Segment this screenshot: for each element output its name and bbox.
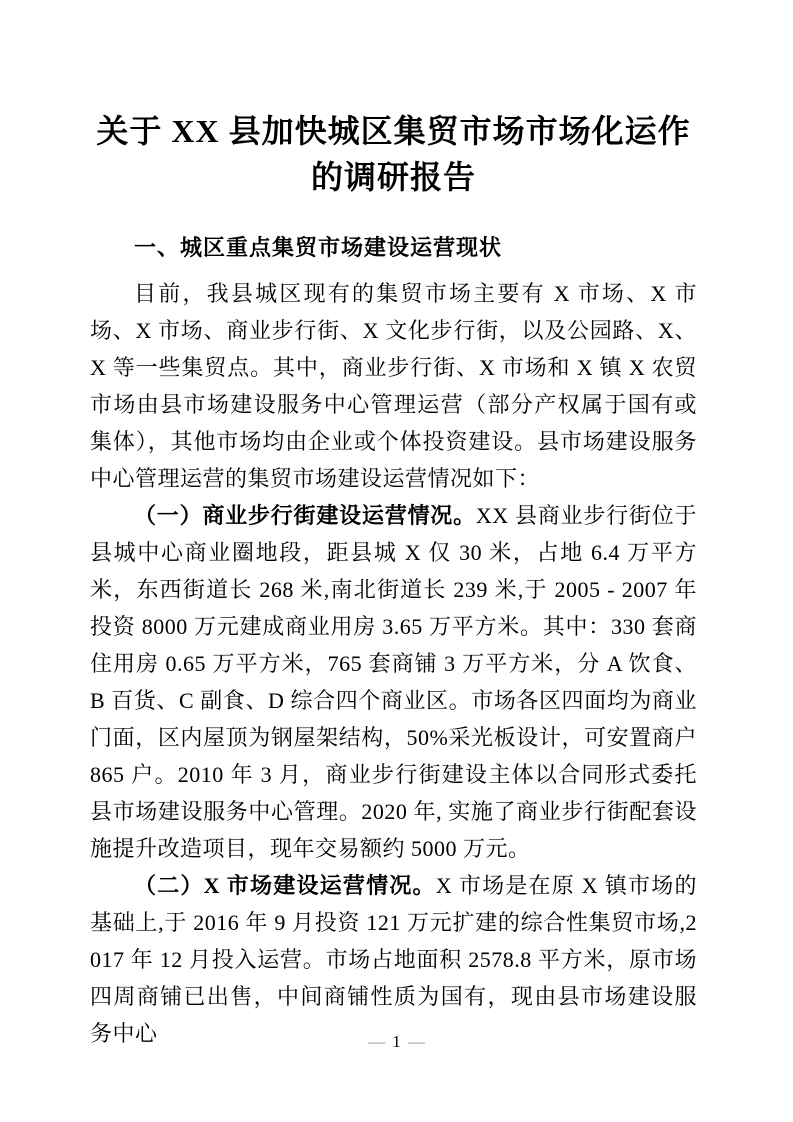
paragraph-bold-lead: （二）X 市场建设运营情况。 [134, 873, 436, 898]
paragraph-text: XX 县商业步行街位于县城中心商业圈地段，距县城 X 仅 30 米，占地 6.4 万平方米，东西街道长 268 米,南北街道长 239 米,于 2005 - 2007 年投资 8000 万元建成商业用房 3.65 万平方米。其中：330 套商住用房 0.65 万平方米，765 套商铺 3 万平方米，分 A 饮食、B 百货、C 副食、D 综合四个商业区。市场各区四面均为商业门面，区内屋顶为钢屋架结构，50%采光板设计，可安置商户 865 户。2010 年 3 月，商业步行街建设主体以合同形式委托县市场建设服务中心管理。2020 年, 实施了商业步行街配套设施提升改造项目，现年交易额约 5000 万元。 [90, 503, 697, 861]
paragraph-text: X 市场是在原 X 镇市场的基础上,于 2016 年 9 月投资 121 万元扩建的综合性集贸市场,2017 年 12 月投入运营。市场占地面积 2578.8 平方米，原市场四周商铺已出售，中间商铺性质为国有，现由县市场建设服务中心 [90, 873, 697, 1046]
paragraph-intro [90, 275, 697, 497]
paragraph-bold-lead: （一）商业步行街建设运营情况。 [134, 503, 476, 528]
paragraph-item-1 [90, 497, 697, 867]
footer-dash-right: — [407, 1032, 425, 1051]
paragraph-text: 目前，我县城区现有的集贸市场主要有 X 市场、X 市场、X 市场、商业步行街、X 文化步行街，以及公园路、X、X 等一些集贸点。其中，商业步行街、X 市场和 X 镇 X 农贸市场由县市场建设服务中心管理运营（部分产权属于国有或集体），其他市场均由企业或个体投资建设。县市场建设服务中心管理运营的集贸市场建设运营情况如下： [90, 281, 697, 491]
document-title [90, 108, 697, 200]
page-number: 1 [392, 1032, 401, 1051]
paragraph-item-2 [90, 867, 697, 1052]
page-footer [0, 1032, 793, 1052]
footer-dash-left: — [368, 1032, 386, 1051]
title-line-1: 关于 XX 县加快城区集贸市场市场化运作 [96, 113, 691, 149]
section-heading: 一、城区重点集贸市场建设运营现状 [134, 235, 503, 260]
title-line-2: 的调研报告 [310, 159, 476, 195]
